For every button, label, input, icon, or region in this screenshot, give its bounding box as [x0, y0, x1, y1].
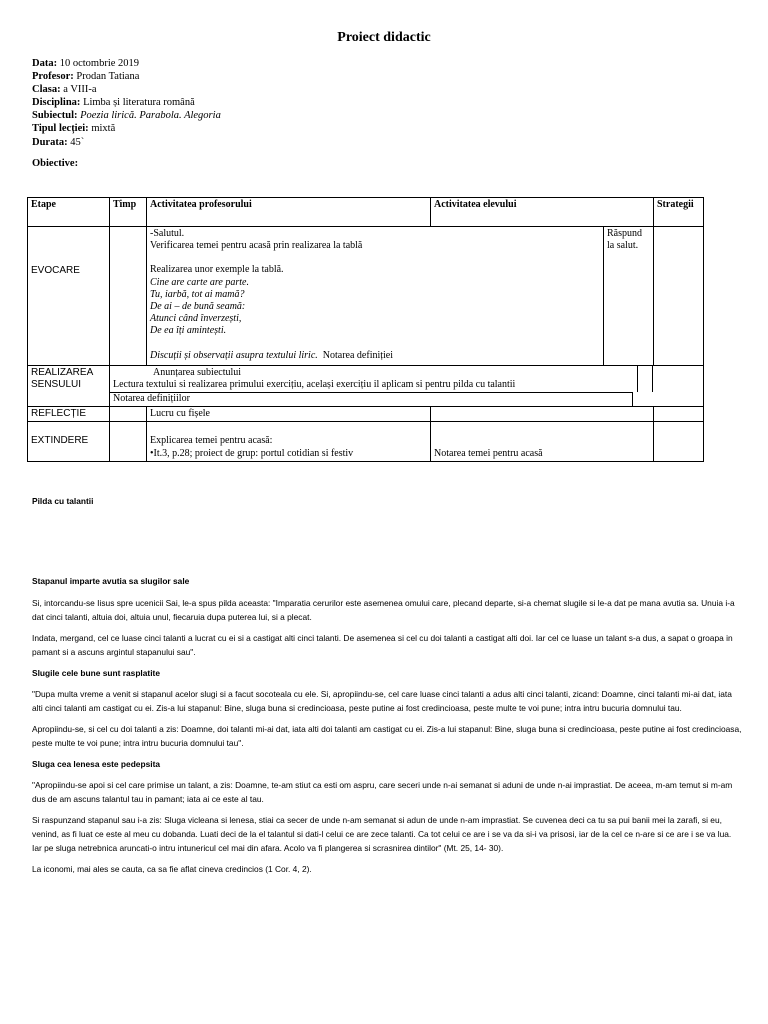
- realizarea-cell: [638, 366, 653, 392]
- story-title-text: Pilda cu talantii: [32, 496, 94, 506]
- meta-subiectul-row: [32, 109, 221, 122]
- evocare-line: -Salutul.: [150, 228, 185, 239]
- lesson-plan-table: [27, 197, 704, 462]
- meta-clasa-row: [32, 83, 221, 96]
- story-paragraph: Si raspunzand stapanul sau i-a zis: Sluga vicleana si lenesa, stiai ca secer de unde n-am semanat si adun de unde n-am imprastiat. Se cuvenea deci ca tu sa pui banii mei la zarafi, si eu, venind, as fi luat ce este al meu cu dobanda. Luati deci de la el talantul si dati-l celui ce are zece talanti. Ca tot celui ce are i se va da si-i va prisosi, iar de la cel ce n-are si ce are i se va lua. Iar pe sluga netrebnica aruncati-o intru intunericul cel mai din afara. Acolo va fi plangerea si scrasnirea dintilor" (Mt. 25, 14- 30).: [32, 815, 732, 853]
- meta-tipul-row: [32, 122, 221, 135]
- evocare-italic-line: Atunci când înverzești,: [150, 313, 242, 325]
- table-header-row: [28, 198, 704, 227]
- meta-durata-row: [32, 136, 221, 149]
- story-body: [32, 574, 742, 876]
- meta-disciplina-label: Disciplina:: [32, 97, 81, 109]
- meta-durata-label: Durata:: [32, 136, 68, 148]
- evocare-discussion: Discuții și observații asupra textului liric.: [150, 349, 318, 361]
- page-title: Proiect didactic: [337, 30, 431, 45]
- meta-profesor-label: Profesor:: [32, 71, 74, 83]
- story-paragraph: "Dupa multa vreme a venit si stapanul acelor slugi si a facut socoteala cu ele. Si, apropiindu-se, cel care luase cinci talanti a adus alti cinci talanti, zicand: Doamne, cinci talanti mi-ai dat, iata alti cinci talanti am castigat cu ei. Zis-a lui stapanul: Bine, sluga buna si credincioasa, peste putine ai fost credincioasa, peste multe te voi pune; intra intru bucuria domnului tau.: [32, 689, 732, 713]
- evocare-italic-line: De ea îți amintești.: [150, 325, 227, 337]
- evocare-discussion-row: [150, 350, 600, 362]
- meta-tipul-label: Tipul lecției:: [32, 123, 89, 135]
- realizarea-line: Lectura textului si realizarea primului exercițiu, același exercițiu il aplicam si pentru pilda cu talantii: [113, 379, 516, 391]
- meta-clasa-label: Clasa:: [32, 84, 61, 96]
- header-activitatea-elevului: Activitatea elevului: [431, 198, 654, 227]
- activity-realizarea: [110, 366, 704, 407]
- meta-clasa-value: a VIII-a: [63, 84, 97, 96]
- realizarea-line: Anunțarea subiectului: [153, 367, 242, 378]
- stage-reflectie: REFLECȚIE: [28, 406, 110, 421]
- story-paragraph: Si, intorcandu-se Iisus spre ucenicii Sai, le-a spus pilda aceasta: "Imparatia cerurilor este asemenea omului care, plecand departe, si-a chemat slugile si le-a dat pe mana avutia sa. Unuia i-a dat cinci talanti, altuia doi, altuia unul, fiecaruia dupa puterea lui, si a plecat.: [32, 598, 735, 622]
- story-heading: Stapanul imparte avutia sa slugilor sale: [32, 576, 190, 586]
- timp-evocare: [110, 227, 147, 366]
- strategii-reflectie: [654, 406, 704, 421]
- stage-extindere: EXTINDERE: [28, 421, 110, 461]
- realizarea-line: Notarea definițiilor: [110, 392, 633, 405]
- meta-disciplina-row: [32, 96, 221, 109]
- activity-extindere: [147, 421, 431, 461]
- objectives-label: Obiective:: [32, 158, 79, 169]
- stage-realizarea: REALIZAREA SENSULUI: [28, 366, 110, 407]
- activity-evocare: [147, 227, 654, 366]
- evocare-notarea: Notarea definiției: [322, 349, 394, 361]
- story-heading: Slugile cele bune sunt rasplatite: [32, 668, 160, 678]
- table-row-evocare: [28, 227, 704, 366]
- table-row-realizarea: [28, 366, 704, 407]
- student-reflectie: [431, 406, 654, 421]
- meta-profesor-row: [32, 70, 221, 83]
- extindere-line: Explicarea temei pentru acasă:: [150, 435, 273, 447]
- activity-reflectie: Lucru cu fișele: [147, 406, 431, 421]
- meta-data-label: Data:: [32, 58, 58, 69]
- strategii-evocare: [654, 227, 704, 366]
- realizarea-cell: [653, 366, 703, 392]
- table-row-extindere: [28, 421, 704, 461]
- evocare-italic-line: Tu, iarbă, tot ai mamă?: [150, 288, 245, 300]
- meta-disciplina-value: Limba și literatura română: [83, 97, 195, 109]
- meta-durata-value: 45`: [70, 136, 85, 148]
- evocare-line: Verificarea temei pentru acasă prin realizarea la tablă: [150, 240, 363, 252]
- header-activitatea-profesorului: Activitatea profesorului: [147, 198, 431, 227]
- header-etape: Etape: [28, 198, 110, 227]
- lesson-meta: [32, 57, 221, 149]
- meta-data-value: 10 octombrie 2019: [59, 58, 140, 69]
- header-strategii: Strategii: [654, 198, 704, 227]
- evocare-spacer: [150, 338, 600, 350]
- evocare-student: Răspund la salut.: [607, 228, 642, 252]
- evocare-line: Realizarea unor exemple la tablă.: [150, 264, 284, 276]
- story-heading: Sluga cea lenesa este pedepsita: [32, 759, 161, 769]
- strategii-extindere: [654, 421, 704, 461]
- header-timp: Timp: [110, 198, 147, 227]
- student-extindere: Notarea temei pentru acasă: [431, 421, 654, 461]
- evocare-italic-line: Cine are carte are parte.: [150, 276, 249, 288]
- meta-profesor-value: Prodan Tatiana: [76, 71, 140, 83]
- story-paragraph: Indata, mergand, cel ce luase cinci talanti a lucrat cu ei si a castigat alti cinci talanti. De asemenea si cel cu doi talanti a castigat alti doi. Iar cel ce luase un talant s-a dus, a sapat o groapa in pamant si a ascuns argintul stapanului sau".: [32, 633, 733, 657]
- story-paragraph: "Apropiindu-se apoi si cel care primise un talant, a zis: Doamne, te-am stiut ca esti om aspru, care seceri unde n-ai semanat si aduni de unde n-ai imprastiat. De aceea, m-am temut si m-am dus de am ascuns talantul tau in pamant; iata ai ce este al tau.: [32, 780, 733, 804]
- timp-extindere: [110, 421, 147, 461]
- table-row-reflectie: [28, 406, 704, 421]
- meta-subiectul-label: Subiectul:: [32, 110, 78, 122]
- meta-subiectul-value: Poezia lirică. Parabola. Alegoria: [80, 110, 221, 122]
- stage-evocare: EVOCARE: [28, 227, 110, 366]
- story-paragraph: Apropiindu-se, si cel cu doi talanti a zis: Doamne, doi talanti mi-ai dat, iata alti doi talanti am castigat cu ei. Zis-a lui stapanul: Bine, sluga buna si credincioasa, peste putine ai fost credincioasa, peste multe te voi pune; intra intru bucuria domnului tau".: [32, 724, 742, 748]
- story-title: [32, 494, 742, 508]
- extindere-line: •It.3, p.28; proiect de grup: portul cotidian si festiv: [150, 447, 354, 459]
- meta-tipul-value: mixtă: [91, 123, 116, 135]
- evocare-spacer: [150, 252, 600, 264]
- timp-reflectie: [110, 406, 147, 421]
- evocare-italic-line: De ai – de bună seamă:: [150, 301, 246, 313]
- story-paragraph: La iconomi, mai ales se cauta, ca sa fie aflat cineva credincios (1 Cor. 4, 2).: [32, 864, 312, 874]
- meta-data-row: [32, 57, 221, 70]
